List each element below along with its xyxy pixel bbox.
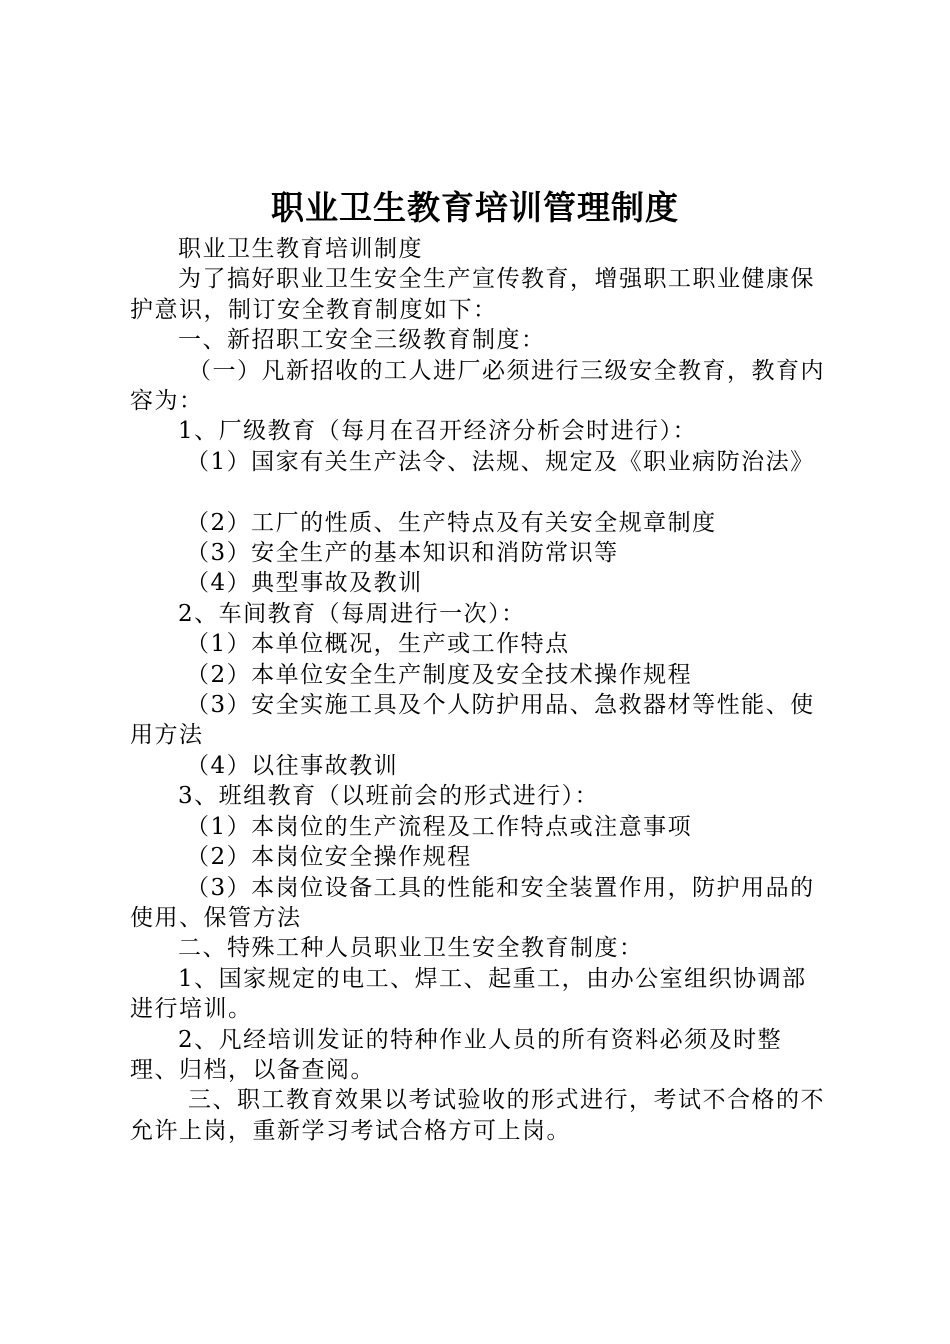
document-title: 职业卫生教育培训管理制度	[271, 188, 679, 227]
paragraph: 2、凡经培训发证的特种作业人员的所有资料必须及时整理、归档，以备查阅。	[130, 1026, 783, 1083]
list-item: （1）本单位概况，生产或工作特点	[186, 631, 570, 658]
subsection-heading: 3、班组教育（以班前会的形式进行）：	[178, 783, 600, 810]
subsection-heading: 2、车间教育（每周进行一次）：	[178, 600, 526, 627]
list-item: （1）国家有关生产法令、法规、规定及《职业病防治法》	[186, 448, 815, 475]
subsection-heading: 1、厂级教育（每月在召开经济分析会时进行）：	[178, 418, 698, 445]
list-item: （2）本岗位安全操作规程	[186, 844, 472, 871]
list-item: （3）安全生产的基本知识和消防常识等	[186, 540, 619, 567]
section-heading: 职业卫生教育培训制度	[178, 236, 423, 262]
list-item: （2）工厂的性质、生产特点及有关安全规章制度	[186, 509, 717, 536]
paragraph: （一）凡新招收的工人进厂必须进行三级安全教育，教育内容为：	[130, 357, 825, 415]
list-item: （4）以往事故教训	[186, 752, 399, 779]
section-heading: 一、新招职工安全三级教育制度：	[178, 327, 546, 354]
intro-paragraph: 为了搞好职业卫生安全生产宣传教育，增强职工职业健康保护意识，制订安全教育制度如下：	[130, 266, 815, 323]
list-item: （1）本岗位的生产流程及工作特点或注意事项	[186, 813, 693, 840]
document-body	[130, 234, 830, 1146]
list-item: （2）本单位安全生产制度及安全技术操作规程	[186, 661, 693, 688]
paragraph: 1、国家规定的电工、焊工、起重工，由办公室组织协调部进行培训。	[130, 965, 807, 1023]
list-item: （4）典型事故及教训	[186, 570, 423, 597]
section-heading: 三、职工教育效果以考试验收的形式进行，考试不合格的不允许上岗，重新学习考试合格方可上岗。	[130, 1087, 825, 1144]
list-item: （3）安全实施工具及个人防护用品、急救器材等性能、使用方法	[130, 692, 815, 749]
blank-line	[130, 477, 830, 507]
list-item: （3）本岗位设备工具的性能和安全装置作用，防护用品的使用、保管方法	[130, 874, 815, 931]
section-heading: 二、特殊工种人员职业卫生安全教育制度：	[178, 935, 644, 962]
